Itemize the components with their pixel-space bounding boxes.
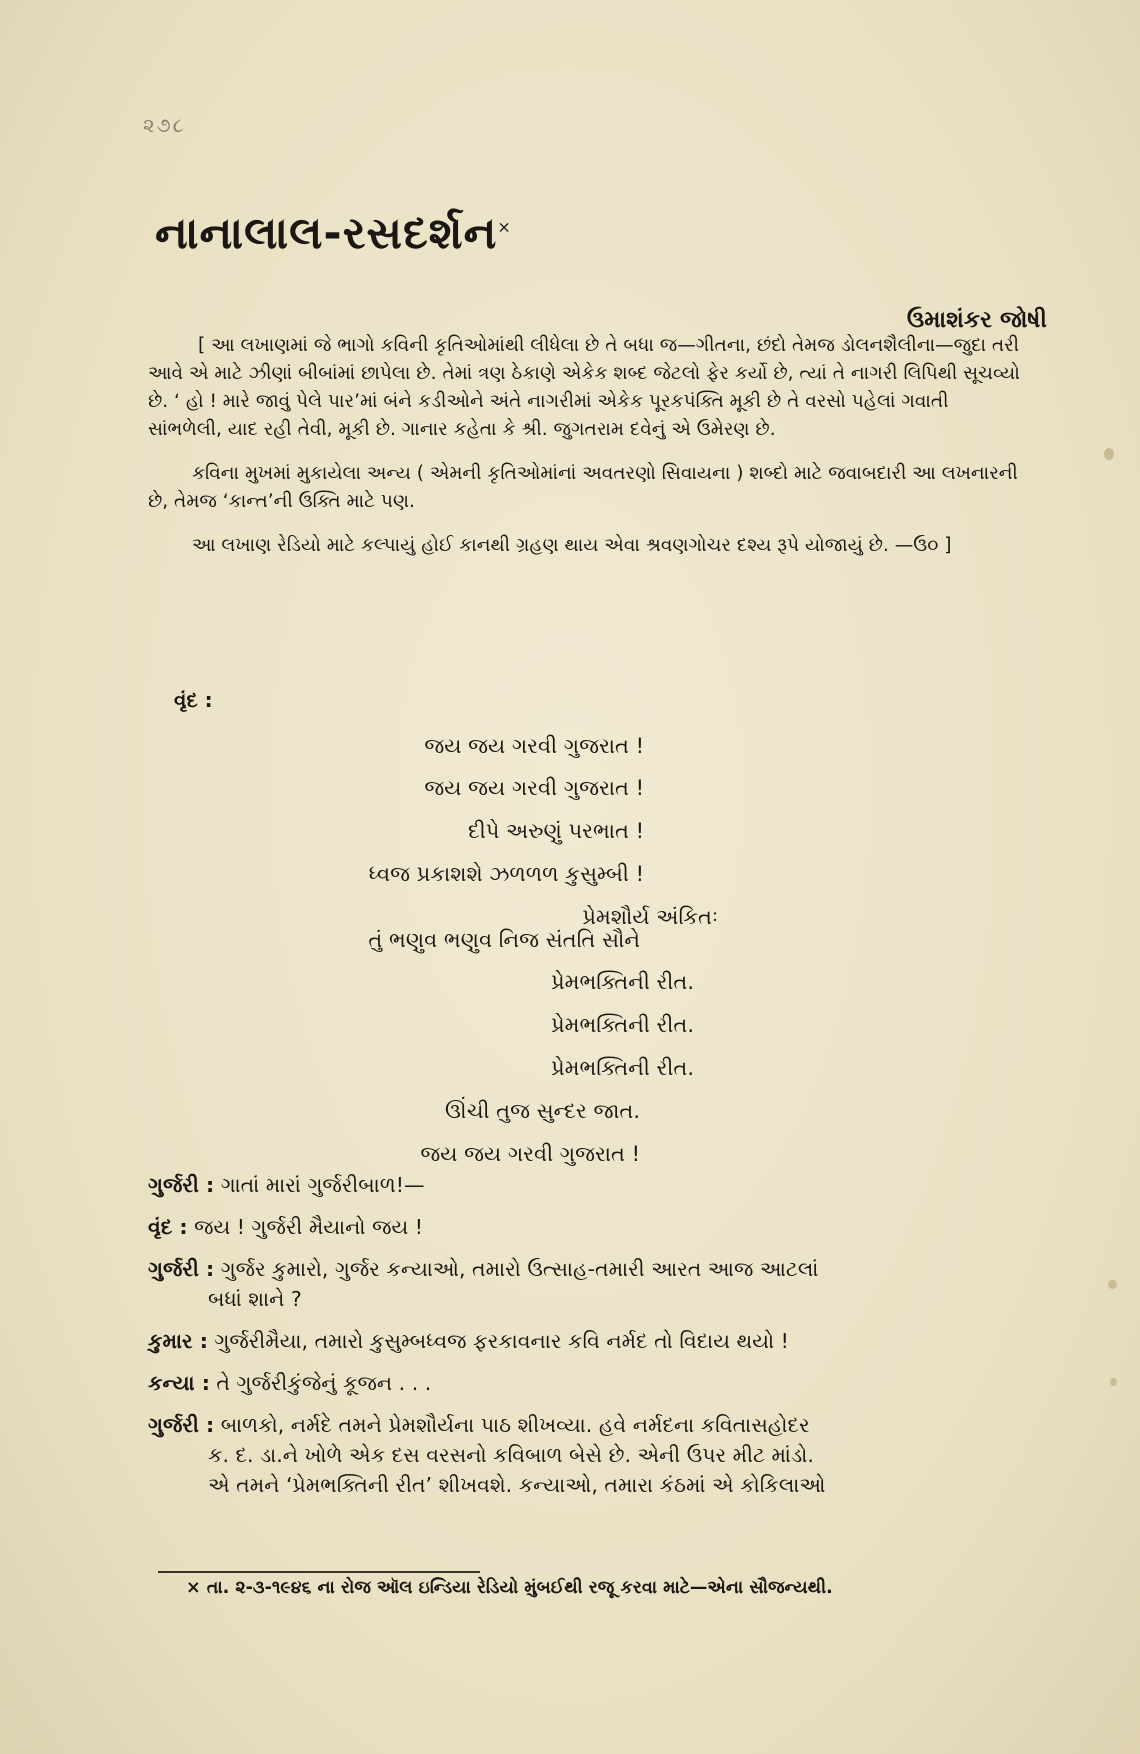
dialogue-line <box>148 1254 1028 1314</box>
footnote-rule <box>158 1571 480 1573</box>
author-name: ઉમાશંકર જોષી <box>906 307 1047 333</box>
speaker-label: ગુર્જરી : <box>148 1257 215 1281</box>
note-paragraph: આ લખાણ રેડિયો માટે કલ્પાયું હોઈ કાનથી ગ્રહણ થાય એવા શ્રવણગોચર દશ્ય રૂપે યોજાયું છે. —ઉ૦ ] <box>192 535 952 556</box>
poem-line: જય જય ગરવી ગુજરાત ! <box>424 734 644 758</box>
speech-text: તે ગુર્જરીકુંજેનું કૂજન . . . <box>216 1371 432 1395</box>
speaker-label: વૃંદ : <box>148 1215 188 1239</box>
poem-line: પ્રેમભક્તિની રીત. <box>551 970 694 994</box>
speech-continuation: ક. દ. ડા.ને ખોળે એક દસ વરસનો કવિબાળ બેસે છે. એની ઉપર મીટ માંડો. <box>208 1443 814 1467</box>
speech-continuation: એ તમને ‘પ્રેમભક્તિની રીત’ શીખવશે. કન્યાઓ, તમારા કંઠમાં એ કોકિલાઓ <box>208 1473 826 1497</box>
dialogue-line <box>148 1326 1028 1356</box>
article-title <box>155 208 512 259</box>
footnote: × તા. ૨-૩-૧૯૪૬ ના રોજ ઑલ ઇન્ડિયા રેડિયો મુંબઈથી રજૂ કરવા માટે—એના સૌજન્યથી. <box>186 1578 833 1598</box>
speech-text: ગુર્જરીમૈયા, તમારો કુસુમ્બધ્વજ ફરકાવનાર કવિ નર્મદ તો વિદાય થયો ! <box>214 1329 789 1353</box>
speaker-label: કન્યા : <box>148 1371 210 1395</box>
speaker-label: ગુર્જરી : <box>148 1173 215 1197</box>
speaker-label: ગુર્જરી : <box>148 1413 215 1437</box>
poem-line: દીપે અરુણું પરભાત ! <box>467 819 644 843</box>
dialogue <box>148 1170 1028 1512</box>
dialogue-line <box>148 1170 1028 1200</box>
poem-line: પ્રેમભક્તિની રીત. <box>551 1056 694 1080</box>
speech-continuation: બધાં શાને ? <box>208 1287 302 1311</box>
dialogue-line <box>148 1212 1028 1242</box>
note-paragraph: કવિના મુખમાં મુકાયેલા અન્ય ( એમની કૃતિઓમાંનાં અવતરણો સિવાયના ) શબ્દો માટે જવાબદારી આ લખનારની છે, તેમજ ‘કાન્ત’ની ઉક્તિ માટે પણ. <box>148 463 1018 512</box>
speech-text: ગુર્જર કુમારો, ગુર્જર કન્યાઓ, તમારો ઉત્સાહ-તમારી આરત આજ આટલાં <box>220 1257 819 1281</box>
poem-line: ધ્વજ પ્રકાશશે ઝળળળ કુસુમ્બી ! <box>368 862 644 886</box>
speaker-label: કુમાર : <box>148 1329 208 1353</box>
poem-line: પ્રેમશૌર્ય અંકિતઃ <box>582 905 718 929</box>
speech-text: બાળકો, નર્મદે તમને પ્રેમશૌર્યના પાઠ શીખવ્યા. હવે નર્મદના કવિતાસહોદર <box>220 1413 810 1437</box>
poem-line: જય જય ગરવી ગુજરાત ! <box>424 776 644 800</box>
poem-line: ઊંચી તુજ સુન્દર જાત. <box>444 1099 640 1123</box>
poem-line: પ્રેમભક્તિની રીત. <box>551 1013 694 1037</box>
poem-line: જય જય ગરવી ગુજરાત ! <box>420 1142 640 1166</box>
speech-text: ગાતાં મારાં ગુર્જરીબાળ!— <box>220 1173 425 1197</box>
dialogue-line <box>148 1368 1028 1398</box>
dialogue-line <box>148 1410 1028 1500</box>
chorus-speaker-label: વૃંદ : <box>174 688 213 712</box>
title-text: નાનાલાલ-રસદર્શન <box>155 208 498 259</box>
speech-text: જય ! ગુર્જરી મૈયાનો જય ! <box>194 1215 423 1239</box>
page-number: ૨૭૮ <box>143 113 186 137</box>
title-footnote-mark: × <box>497 217 512 237</box>
note-paragraph: [ આ લખાણમાં જે ભાગો કવિની કૃતિઓમાંથી લીધેલા છે તે બધા જ—ગીતના, છંદો તેમજ ડોલનશૈલીના—જુદા તરી આવે એ માટે ઝીણાં બીબાંમાં છાપેલા છે. તેમાં ત્રણ ઠેકાણે એકેક શબ્દ જેટલો ફેર કર્યો છે, ત્યાં તે નાગરી લિપિથી સૂચવ્યો છે. ‘ હો ! મારે જાવું પેલે પાર’માં બંને કડીઓને અંતે નાગરીમાં એકેક પૂરકપંક્તિ મૂકી છે તે વરસો પહેલાં ગવાતી સાંભળેલી, યાદ રહી તેવી, મૂકી છે. ગાનાર કહેતા કે શ્રી. જુગતરામ દવેનું એ ઉમેરણ છે. <box>148 335 1020 440</box>
poem-line: તું ભણુવ ભણુવ નિજ સંતતિ સૌને <box>368 928 640 952</box>
editorial-note <box>148 332 1026 576</box>
